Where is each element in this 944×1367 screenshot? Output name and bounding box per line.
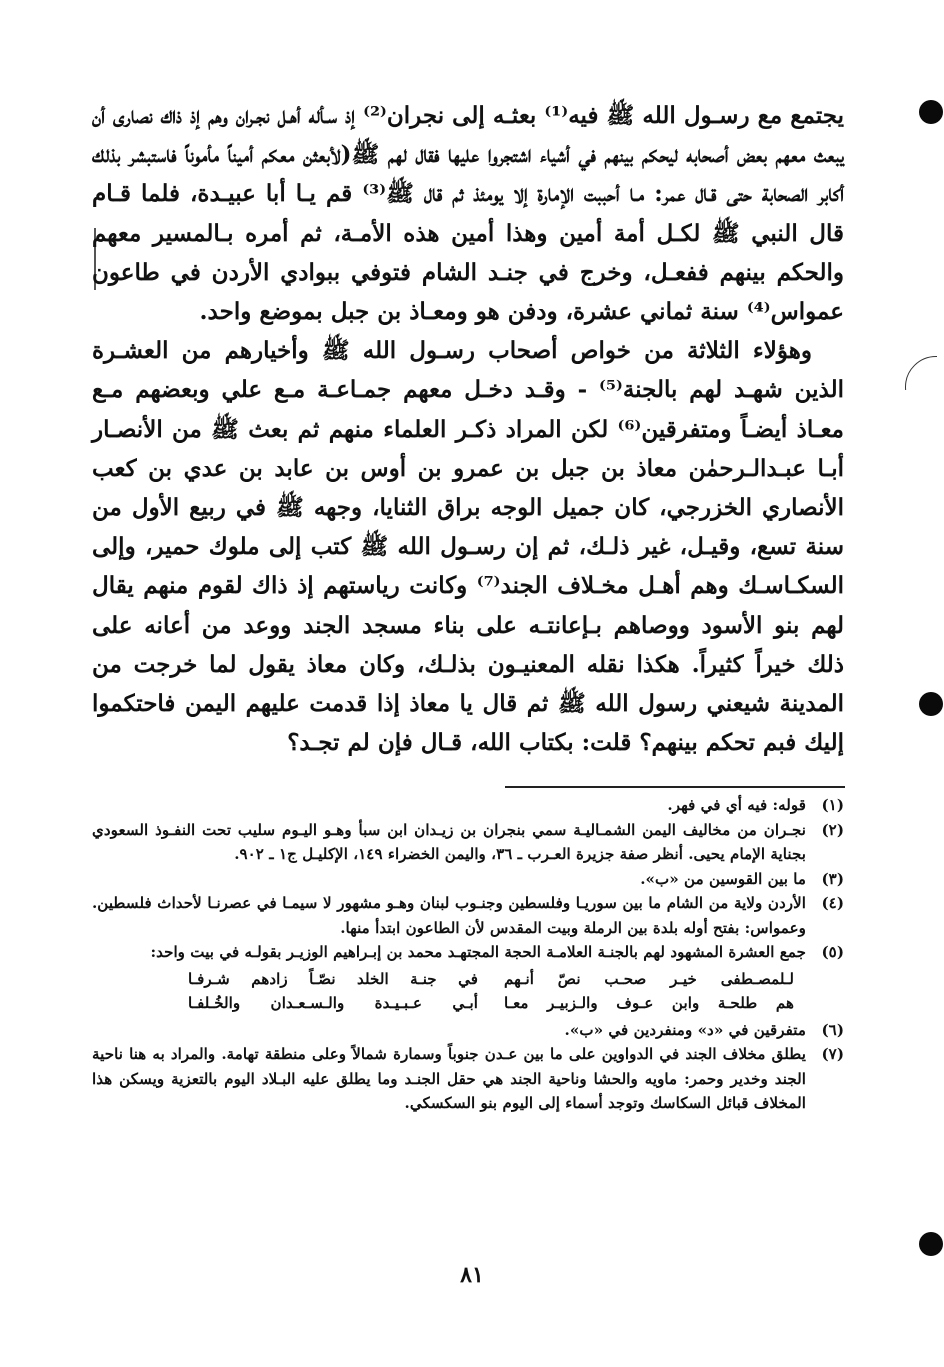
footnote-number: (٤)	[821, 894, 844, 912]
footnote-text: ما بين القوسين من «ب».	[640, 869, 806, 888]
footnote	[92, 867, 844, 892]
hemistich-right: لـلمصـطفى خيـر صحـب نصّ أنـهم	[504, 969, 794, 988]
main-text	[92, 96, 844, 762]
binder-hole	[919, 1232, 943, 1256]
footnote	[92, 940, 844, 965]
footnote	[92, 818, 844, 867]
footnote-number: (١)	[821, 796, 844, 814]
binder-hole	[919, 692, 943, 716]
paragraph-1: يجتمع مع رسـول الله ﷺ فيه⁽¹⁾ بعثـه إلى نجران⁽²⁾ إذ سـأله أهـل نجـران وهم إذ ذاك نصارى أن يبعث معهم بعض أصحابه ليحكم بينهم في أشياء اشتجروا عليها فقال لهم ﷺ(لأبعثن معكم أميناً مأموناً فاستبشر بذلك أكابر الصحابة حتى قـال عمر: مـا أحببت الإمارة إلا يومئذ ثم قال ﷺ⁽³⁾ قم يـا أبا عبيـدة، فلما قـام قال النبي ﷺ لكـل أمة أمين وهذا أمين هذه الأمـة، ثم أمره بـالمسير معهم والحكم بينهم ففعـل، وخرج في جنـد الشام فتوفي ببوادي الأردن في طاعون عمواس⁽⁴⁾ سنة ثماني عشرة، ودفن هو ومعـاذ بن جبل بموضع واحد.	[92, 102, 845, 326]
page-number: ٨١	[460, 1262, 484, 1288]
scan-artifact-arc	[905, 356, 944, 418]
footnote	[92, 1018, 844, 1043]
footnote-text: قوله: فيه أي في فهر.	[667, 796, 806, 814]
footnotes	[92, 793, 844, 1116]
footnote	[92, 891, 844, 940]
poem-line	[188, 991, 794, 1016]
footnote-text: جمع العشرة المشهود لهم بالجنـة العلامـة الحجة المجتهـد محمد بن إبـراهيم الوزيـر بقولـه في بيت واحد:	[150, 943, 806, 961]
footnote-separator	[505, 786, 845, 788]
poem-line	[188, 967, 794, 992]
poem	[92, 967, 844, 1016]
footnote-number: (٥)	[821, 943, 844, 961]
footnote-text: متفرقين في «د» ومنفردين في «ب».	[564, 1020, 806, 1039]
footnote-number: (٧)	[821, 1045, 844, 1063]
footnote-number: (٣)	[821, 869, 844, 888]
footnote-number: (٢)	[821, 820, 844, 839]
footnote	[92, 1042, 844, 1116]
footnote-text: يطلق مخلاف الجند في الدواوين على ما بين عـدن جنوباً وسمارة شمالاً وعلى منطقة تهامة. والمراد به هنا ناحية الجند وخدير وحمر: ماويه والحشا وناحية الجند هي حقل الجنـد وما يطلق عليه البـلاد اليوم بالتعزية ويسكن هذا المخلاف قبائل السكاسك وتوجد أسماء إلى اليوم بنو السكسكي.	[92, 1045, 806, 1112]
footnote	[92, 793, 844, 818]
footnote-number: (٦)	[821, 1020, 844, 1039]
hemistich-right: هم طلحـة وابن عـوف والـزبيـر معـا	[504, 994, 794, 1012]
hemistich-left: في جنـة الخلد نصّـاً زادهم شـرفـا	[188, 969, 478, 988]
binder-hole	[919, 100, 943, 124]
footnote-text: الأردن ولاية من الشام ما بين سوريـا وفلسطين وجنـوب لبنان وهـو مشهور لا سيمـا في عصرنـا لأحداث فلسطين. وعمواس: بفتح أوله بلدة بين الرملة وبيت المقدس لأن الطاعون ابتدأ منها.	[92, 894, 806, 937]
footnote-text: نجـران من مخاليف اليمن الشمـاليـة سمي بنجران بن زيـدان ابن سبأ وهـو اليـوم سليب تحت النفـوذ السعودي بجناية الإمام يحيى. أنظر صفة جزيرة العـرب ـ ٣٦، واليمن الخضراء ١٤٩، الإكليـل ج١ ـ ٩٠٢.	[92, 820, 806, 863]
hemistich-left: أبـي عـبـيـدة والـسـعـدان والخُـلفـا	[188, 994, 478, 1012]
paragraph-2: وهؤلاء الثلاثة من خواص أصحاب رسـول الله ﷺ وأخيارهم من العشـرة الذين شهـد لهم بالجنة⁽⁵⁾ - وقـد دخـل معهم جمـاعـة مـع علي وبعضهم مـع معـاذ أيضـاً ومتفرقين⁽⁶⁾ لكن المراد ذكـر العلماء منهم ثم بعث ﷺ من الأنصـار أبـا عبـدالـرحمٰن معاذ بن جبل بن عمرو بن أوس بن عابد بن عدي بن كعب الأنصاري الخزرجي، كان جميل الوجه براق الثنايا، وجهه ﷺ في ربيع الأول من سنة تسع، وقيـل، غير ذلـك، ثم إن رسـول الله ﷺ كتب إلى ملوك حمير، وإلى السكـاسـك وهم أهـل مخـلاف الجند⁽⁷⁾ وكانت رياستهم إذ ذاك لقوم منهم يقال لهم بنو الأسود ووصاهم بـإعانتـه على بناء مسجد الجند ووعد من أعانه على ذلك خيراً كثيراً. هكذا نقله المعنيـون بذلـك، وكان معاذ يقول لما خرجت من المدينة شيعني رسول الله ﷺ ثم قال يا معاذ إذا قدمت عليهم اليمن فاحتكموا إليك فبم تحكم بينهم؟ قلت: بكتاب الله، قـال فإن لم تجـد؟	[92, 337, 845, 757]
